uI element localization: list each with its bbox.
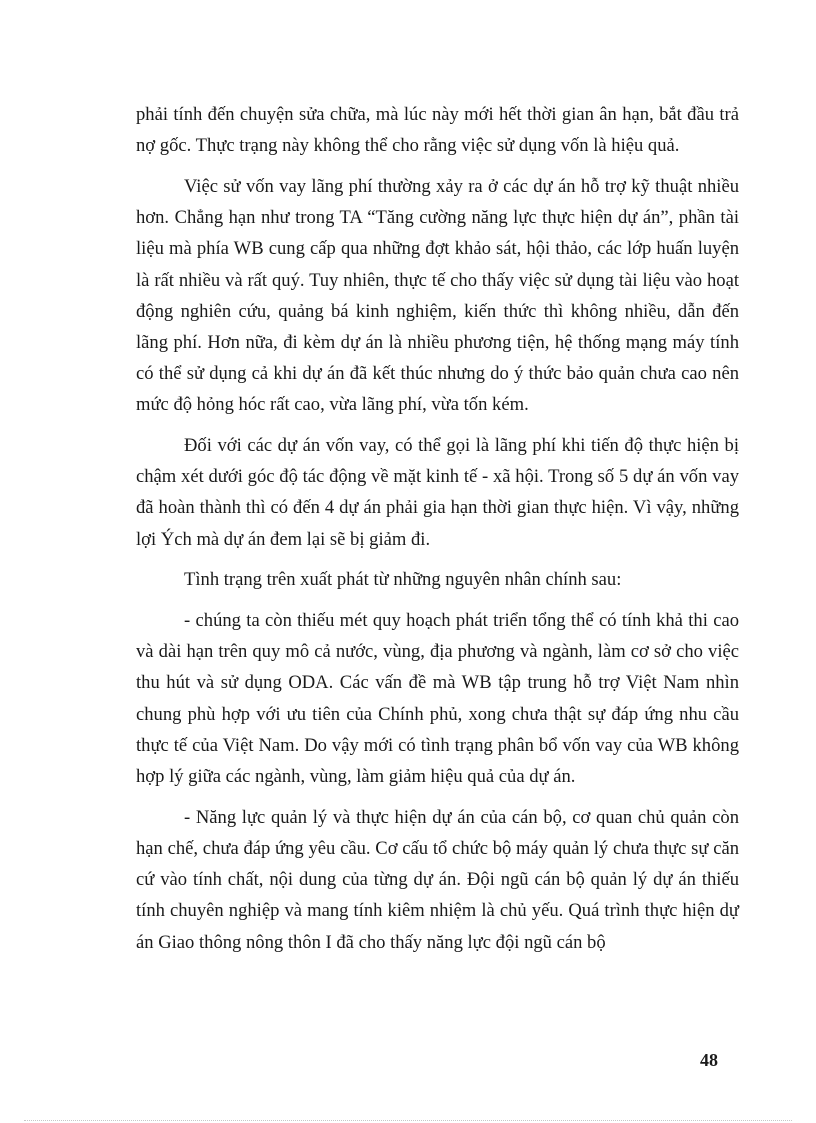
paragraph-cause-capacity: - Năng lực quản lý và thực hiện dự án của cán bộ, cơ quan chủ quản còn hạn chế, chưa đáp ứng yêu cầu. Cơ cấu tổ chức bộ máy quản lý chưa thực sự căn cứ vào tính chất, nội dung của từng dự án. Đội ngũ cán bộ quản lý dự án thiếu tính chuyên nghiệp và mang tính kiêm nhiệm là chủ yếu. Quá trình thực hiện dự án Giao thông nông thôn I đã cho thấy năng lực đội ngũ cán bộ — [136, 806, 739, 953]
paragraph-causes-intro: Tình trạng trên xuất phát từ những nguyên nhân chính sau: — [184, 569, 622, 591]
page-bottom-divider — [24, 1120, 792, 1121]
page-number: 48 — [700, 1050, 718, 1070]
paragraph-cause-planning: - chúng ta còn thiếu mét quy hoạch phát triển tổng thể có tính khả thi cao và dài hạn trên quy mô cả nước, vùng, địa phương và ngành, làm cơ sở cho việc thu hút và sử dụng ODA. Các vấn đề mà WB tập trung hỗ trợ Việt Nam nhìn chung phù hợp với ưu tiên của Chính phủ, xong chưa thật sự đáp ứng nhu cầu thực tế của Việt Nam. Do vậy mới có tình trạng phân bổ vốn vay của WB không hợp lý giữa các ngành, vùng, làm giảm hiệu quả của dự án. — [136, 610, 739, 788]
paragraph-wasteful-loan-use: Việc sử vốn vay lãng phí thường xảy ra ở các dự án hỗ trợ kỹ thuật nhiều hơn. Chẳng hạn như trong TA “Tăng cường năng lực thực hiện dự án”, phần tài liệu mà phía WB cung cấp qua những đợt khảo sát, hội thảo, các lớp huấn luyện là rất nhiều và rất quý. Tuy nhiên, thực tế cho thấy việc sử dụng tài liệu vào hoạt động nghiên cứu, quảng bá kinh nghiệm, kiến thức thì không nhiều, dẫn đến lãng phí. Hơn nữa, đi kèm dự án là nhiều phương tiện, hệ thống mạng máy tính có thể sử dụng cả khi dự án đã kết thúc nhưng do ý thức bảo quản chưa cao nên mức độ hỏng hóc rất cao, vừa lãng phí, vừa tốn kém. — [136, 175, 739, 416]
paragraph-loan-project-delays: Đối với các dự án vốn vay, có thể gọi là lãng phí khi tiến độ thực hiện bị chậm xét dưới góc độ tác động về mặt kinh tế - xã hội. Trong số 5 dự án vốn vay đã hoàn thành thì có đến 4 dự án phải gia hạn thời gian thực hiện. Vì vậy, những lợi Ých mà dự án đem lại sẽ bị giảm đi. — [136, 435, 739, 550]
body-text — [136, 99, 739, 967]
paragraph-continuation: phải tính đến chuyện sửa chữa, mà lúc này mới hết thời gian ân hạn, bắt đầu trả nợ gốc. Thực trạng này không thể cho rằng việc sử dụng vốn là hiệu quả. — [136, 104, 739, 157]
